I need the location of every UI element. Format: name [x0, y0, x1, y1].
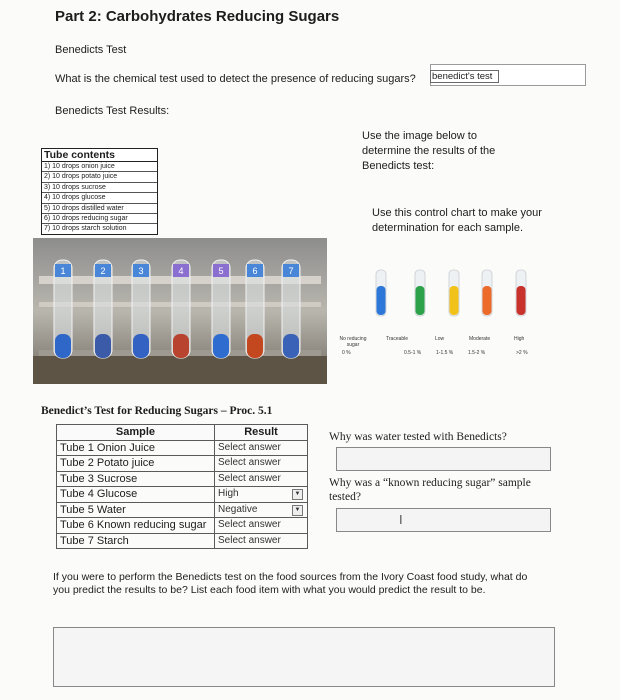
question-text: What is the chemical test used to detect the presence of reducing sugars?: [55, 73, 416, 85]
result-select[interactable]: [215, 487, 308, 503]
legend-row: 7) 10 drops starch solution: [44, 225, 127, 233]
table-row: [57, 456, 308, 472]
sample-cell: Tube 5 Water: [57, 502, 215, 518]
tube-contents-legend: [41, 148, 158, 235]
control-range: 1-1.5 %: [436, 350, 454, 356]
sample-cell: Tube 1 Onion Juice: [57, 440, 215, 456]
tube-number: 7: [288, 266, 294, 276]
control-tube-liquid: [377, 286, 386, 315]
tube-liquid: [283, 334, 299, 358]
page-title: Part 2: Carbohydrates Reducing Sugars: [55, 8, 340, 25]
table-row: [57, 502, 308, 518]
result-select[interactable]: [215, 533, 308, 549]
image-instruction: Use the image below to determine the results of the Benedicts test:: [362, 130, 496, 172]
tube-number: 5: [218, 266, 224, 276]
table-row: [57, 487, 308, 503]
result-value: Select answer: [218, 534, 281, 546]
result-value: Select answer: [218, 441, 281, 453]
results-heading: Benedicts Test Results:: [55, 105, 170, 117]
table-row: [57, 533, 308, 549]
result-value: Select answer: [218, 472, 281, 484]
tube-liquid: [55, 334, 71, 358]
dropdown-arrow-icon[interactable]: ▼: [292, 505, 303, 516]
control-tube-liquid: [416, 286, 425, 315]
tube-number: 6: [252, 266, 258, 276]
legend-row: 6) 10 drops reducing sugar: [42, 214, 157, 224]
results-table: [56, 424, 308, 549]
control-category: Low: [435, 336, 445, 342]
result-value: High: [218, 488, 239, 500]
sample-cell: Tube 2 Potato juice: [57, 456, 215, 472]
result-select[interactable]: [215, 471, 308, 487]
control-range: 0.5-1 %: [404, 350, 422, 356]
table-row: [57, 471, 308, 487]
text-cursor-icon: I: [399, 512, 403, 527]
result-select[interactable]: [215, 502, 308, 518]
legend-row: 5) 10 drops distilled water: [42, 204, 157, 214]
legend-row: 2) 10 drops potato juice: [42, 172, 157, 182]
test-tubes-photo: [33, 238, 327, 384]
known-sugar-question: Why was a “known reducing sugar” sample tested?: [329, 477, 531, 503]
control-range: 0 %: [342, 350, 351, 356]
photo-bench: [33, 356, 327, 384]
tube-number: 4: [178, 266, 184, 276]
header-sample: Sample: [57, 425, 215, 441]
legend-row: 3) 10 drops sucrose: [42, 183, 157, 193]
result-value: Select answer: [218, 457, 281, 469]
tube-liquid: [173, 334, 189, 358]
legend-row: 4) 10 drops glucose: [42, 193, 157, 203]
dropdown-arrow-icon[interactable]: ▼: [292, 489, 303, 500]
section-title: Benedicts Test: [55, 44, 127, 56]
tube-number: 2: [100, 266, 106, 276]
control-tube-liquid: [517, 286, 526, 315]
water-question: Why was water tested with Benedicts?: [329, 431, 507, 443]
control-chart-labels: [338, 336, 543, 366]
result-select[interactable]: [215, 518, 308, 534]
result-value: Negative: [218, 503, 258, 515]
tube-number: 3: [138, 266, 144, 276]
sample-cell: Tube 4 Glucose: [57, 487, 215, 503]
tube-liquid: [95, 334, 111, 358]
sample-cell: Tube 3 Sucrose: [57, 471, 215, 487]
result-select[interactable]: [215, 440, 308, 456]
known-sugar-answer-input[interactable]: [336, 508, 551, 532]
control-category: High: [514, 336, 525, 342]
tube-number: 1: [60, 266, 66, 276]
water-answer-input[interactable]: [336, 447, 551, 471]
answer-input-value[interactable]: benedict's test: [430, 70, 499, 83]
table-row: [57, 518, 308, 534]
control-category: Traceable: [386, 336, 409, 342]
control-category: Moderate: [469, 336, 491, 342]
final-answer-input[interactable]: [53, 627, 555, 687]
legend-row: 1) 10 drops onion juice: [42, 162, 157, 172]
table-title: Benedict’s Test for Reducing Sugars – Proc. 5.1: [41, 405, 273, 417]
control-category: No reducing sugar: [339, 336, 367, 348]
header-result: Result: [215, 425, 308, 441]
result-value: Select answer: [218, 519, 281, 531]
tube-liquid: [247, 334, 263, 358]
sample-cell: Tube 7 Starch: [57, 533, 215, 549]
control-tube-liquid: [450, 286, 459, 315]
table-header-row: [57, 425, 308, 441]
sample-cell: Tube 6 Known reducing sugar: [57, 518, 215, 534]
legend-title: Tube contents: [42, 149, 157, 162]
final-question: If you were to perform the Benedicts test on the food sources from the Ivory Coast food study, what do you predict the results to be? List each food item with what you would predict the result to be.: [53, 571, 528, 596]
control-tube-liquid: [483, 286, 492, 315]
result-select[interactable]: [215, 456, 308, 472]
control-range: 1.5-2 %: [468, 350, 486, 356]
control-instruction: Use this control chart to make your determination for each sample.: [372, 207, 542, 234]
tube-liquid: [133, 334, 149, 358]
control-range: >2 %: [516, 350, 528, 356]
table-row: [57, 440, 308, 456]
tube-liquid: [213, 334, 229, 358]
